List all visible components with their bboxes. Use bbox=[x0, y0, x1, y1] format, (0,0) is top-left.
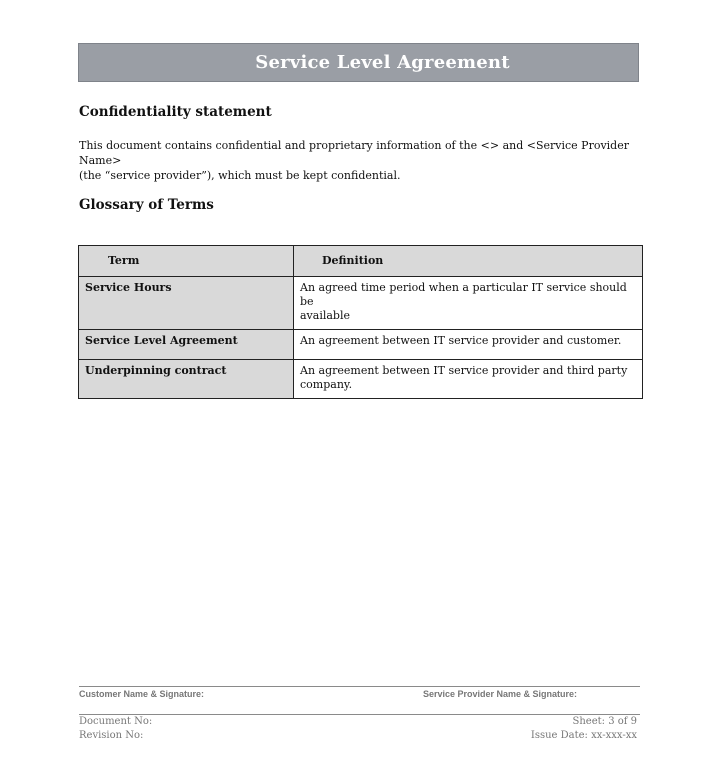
definition-line: available bbox=[300, 309, 350, 322]
definition-cell bbox=[294, 330, 643, 360]
footer-divider-top bbox=[79, 686, 640, 687]
table-row bbox=[79, 360, 643, 399]
definition-cell bbox=[294, 277, 643, 330]
customer-signature-label: Customer Name & Signature: bbox=[79, 689, 205, 699]
glossary-table bbox=[78, 245, 643, 399]
definition-line: An agreed time period when a particular IT service should be bbox=[300, 281, 627, 308]
term-cell: Underpinning contract bbox=[79, 360, 294, 399]
glossary-heading: Glossary of Terms bbox=[79, 197, 214, 213]
term-cell: Service Hours bbox=[79, 277, 294, 330]
revision-number-label: Revision No: bbox=[79, 730, 144, 741]
confidentiality-heading: Confidentiality statement bbox=[79, 104, 272, 120]
table-row bbox=[79, 277, 643, 330]
table-header-row bbox=[79, 246, 643, 277]
document-meta-right bbox=[531, 715, 637, 743]
table-row bbox=[79, 330, 643, 360]
confidentiality-line-2: (the “service provider”), which must be kept confidential. bbox=[79, 169, 401, 182]
column-header-term: Term bbox=[79, 246, 294, 277]
document-title: Service Level Agreement bbox=[255, 52, 510, 73]
definition-line: An agreement between IT service provider and third party bbox=[300, 364, 628, 377]
document-meta-left bbox=[79, 715, 152, 743]
confidentiality-line-1: This document contains confidential and proprietary information of the <> and <Service Provider Name> bbox=[79, 139, 629, 167]
column-header-definition: Definition bbox=[294, 246, 643, 277]
definition-cell bbox=[294, 360, 643, 399]
issue-date: Issue Date: xx-xxx-xx bbox=[530, 730, 637, 741]
document-number-label: Document No: bbox=[79, 716, 153, 727]
term-cell: Service Level Agreement bbox=[79, 330, 294, 360]
confidentiality-paragraph bbox=[79, 138, 649, 183]
document-title-bar bbox=[78, 43, 639, 82]
definition-line: company. bbox=[300, 378, 353, 391]
definition-line: An agreement between IT service provider and customer. bbox=[300, 334, 622, 347]
provider-signature-label: Service Provider Name & Signature: bbox=[423, 689, 578, 699]
sheet-number: Sheet: 3 of 9 bbox=[572, 716, 637, 727]
